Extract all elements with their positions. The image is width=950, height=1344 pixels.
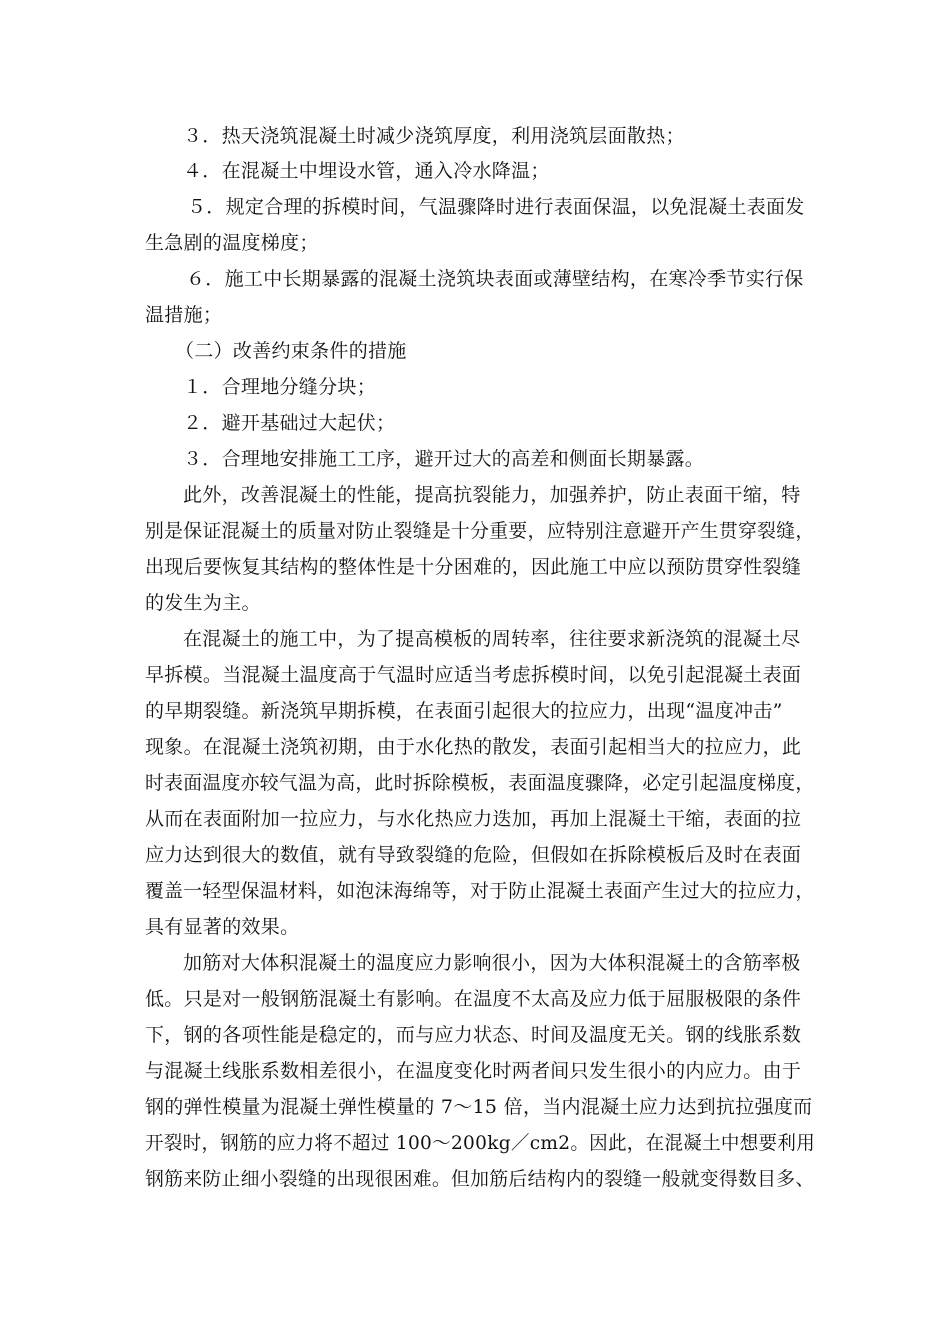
text-line-6: 温措施；: [145, 304, 223, 326]
text-line-3: ５．规定合理的拆模时间，气温骤降时进行表面保温，以免混凝土表面发: [187, 196, 805, 218]
paragraph-2-line-4: 现象。在混凝土浇筑初期，由于水化热的散发，表面引起相当大的拉应力，此: [145, 736, 802, 758]
section-heading: （二）改善约束条件的措施: [175, 340, 407, 362]
paragraph-3-line-2: 低。只是对一般钢筋混凝土有影响。在温度不太高及应力低于屈服极限的条件: [145, 988, 802, 1010]
paragraph-1-line-2: 别是保证混凝土的质量对防止裂缝是十分重要，应特别注意避开产生贯穿裂缝，: [145, 520, 815, 542]
paragraph-2-line-6: 从而在表面附加一拉应力，与水化热应力迭加，再加上混凝土干缩，表面的拉: [145, 808, 802, 830]
paragraph-3-line-4: 与混凝土线胀系数相差很小，在温度变化时两者间只发生很小的内应力。由于: [145, 1060, 802, 1082]
paragraph-2-line-1: 在混凝土的施工中，为了提高模板的周转率，往往要求新浇筑的混凝土尽: [183, 628, 801, 650]
text-line-1: ３．热天浇筑混凝土时减少浇筑厚度，利用浇筑层面散热；: [183, 125, 685, 147]
text-line-9: ２．避开基础过大起伏；: [183, 412, 396, 434]
paragraph-1-line-1: 此外，改善混凝土的性能，提高抗裂能力，加强养护，防止表面干缩，特: [183, 484, 801, 506]
text-line-10: ３．合理地安排施工工序，避开过大的高差和侧面长期暴露。: [183, 448, 705, 470]
text-line-2: ４．在混凝土中埋设水管，通入冷水降温；: [183, 160, 550, 182]
paragraph-3-line-7: 钢筋来防止细小裂缝的出现很困难。但加筋后结构内的裂缝一般就变得数目多、: [145, 1168, 815, 1190]
paragraph-1-line-4: 的发生为主。: [145, 592, 261, 614]
paragraph-3-line-3: 下，钢的各项性能是稳定的，而与应力状态、时间及温度无关。钢的线胀系数: [145, 1024, 802, 1046]
paragraph-2-line-8: 覆盖一轻型保温材料，如泡沫海绵等，对于防止混凝土表面产生过大的拉应力，: [145, 880, 815, 902]
text-line-4: 生急剧的温度梯度；: [145, 232, 319, 254]
paragraph-2-line-5: 时表面温度亦较气温为高，此时拆除模板，表面温度骤降，必定引起温度梯度，: [145, 772, 815, 794]
text-line-8: １．合理地分缝分块；: [183, 376, 377, 398]
paragraph-2-line-7: 应力达到很大的数值，就有导致裂缝的危险，但假如在拆除模板后及时在表面: [145, 844, 802, 866]
paragraph-1-line-3: 出现后要恢复其结构的整体性是十分困难的，因此施工中应以预防贯穿性裂缝: [145, 556, 802, 578]
paragraph-2-line-2: 早拆模。当混凝土温度高于气温时应适当考虑拆模时间，以免引起混凝土表面: [145, 664, 802, 686]
paragraph-3-line-6: 开裂时，钢筋的应力将不超过 100～200kg／cm2。因此，在混凝土中想要利用: [145, 1132, 816, 1154]
text-line-5: ６．施工中长期暴露的混凝土浇筑块表面或薄壁结构，在寒冷季节实行保: [186, 268, 804, 290]
paragraph-3-line-5: 钢的弹性模量为混凝土弹性模量的 7～15 倍，当内混凝土应力达到抗拉强度而: [145, 1096, 813, 1118]
paragraph-2-line-9: 具有显著的效果。: [145, 916, 300, 938]
paragraph-2-line-3: 的早期裂缝。新浇筑早期拆模，在表面引起很大的拉应力，出现“温度冲击”: [145, 700, 783, 722]
paragraph-3-line-1: 加筋对大体积混凝土的温度应力影响很小，因为大体积混凝土的含筋率极: [183, 952, 801, 974]
